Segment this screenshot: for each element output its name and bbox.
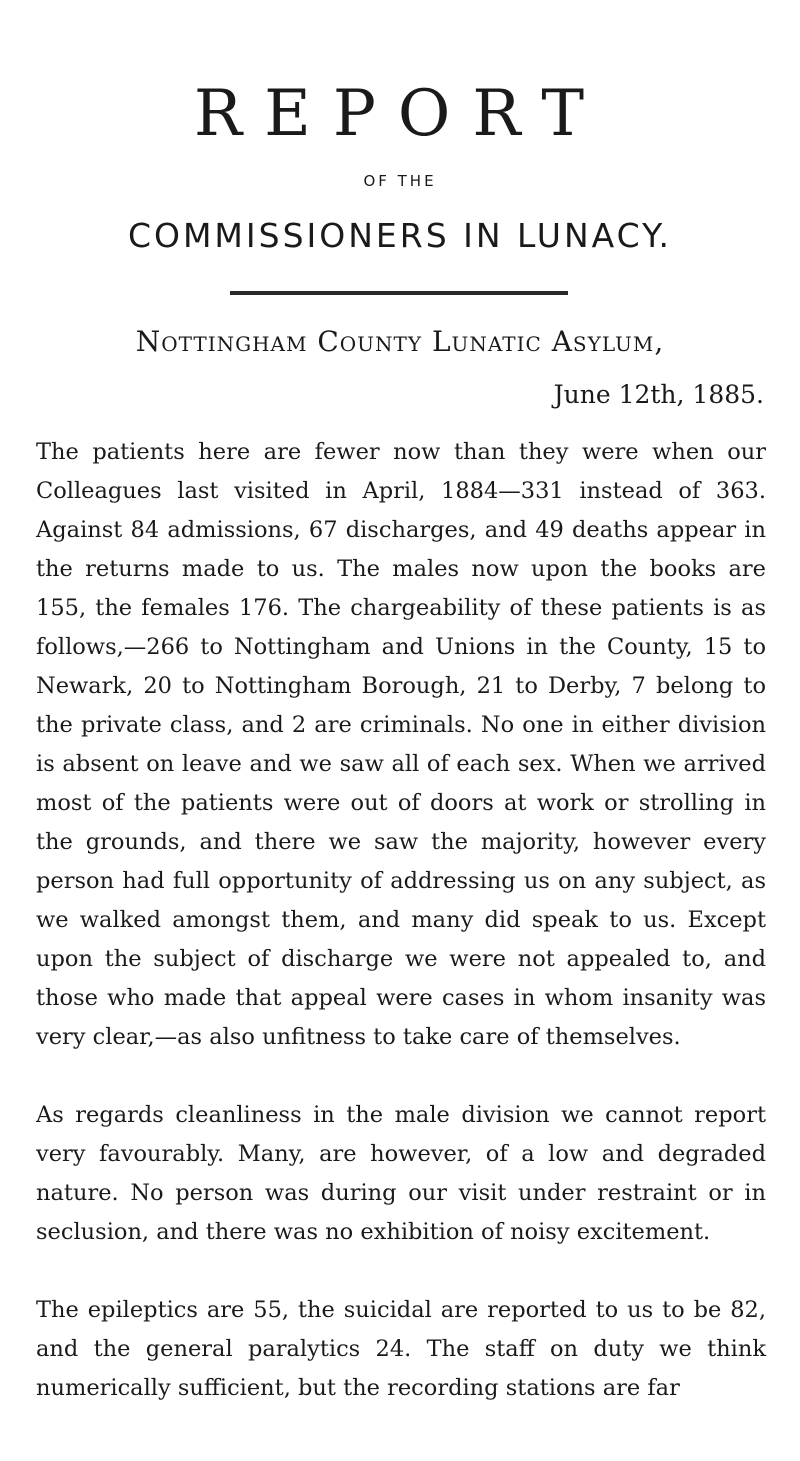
report-date: June 12th, 1885. bbox=[553, 380, 764, 409]
asylum-heading: Nottingham County Lunatic Asylum, bbox=[135, 325, 665, 358]
paragraph-3: The epileptics are 55, the suicidal are reported to us to be 82, and the general paralytics 24. The staff on duty we think numerically sufficient, but the recording stations are far bbox=[36, 1297, 766, 1401]
paragraph-1: The patients here are fewer now than they were when our Colleagues last visited in April, 1884—331 instead of 363. Against 84 admissions, 67 discharges, and 49 deaths appear in the returns made to us. The males now upon the books are 155, the females 176. The chargeability of these patients is as follows,—266 to Nottingham and Unions in the County, 15 to Newark, 20 to Nottingham Borough, 21 to Derby, 7 belong to the private class, and 2 are criminals. No one in either division is absent on leave and we saw all of each sex. When we arrived most of the patients were out of doors at work or strolling in the grounds, and there we saw the majority, however every person had full opportunity of addressing us on any subject, as we walked amongst them, and many did speak to us. Except upon the subject of discharge we were not appealed to, and those who made that appeal were cases in whom insanity was very clear,—as also unfitness to take care of themselves. bbox=[36, 439, 766, 1050]
report-title: REPORT bbox=[193, 77, 607, 151]
report-body bbox=[36, 433, 766, 1408]
subtitle-commissioners: COMMISSIONERS IN LUNACY. bbox=[127, 216, 673, 255]
divider-rule bbox=[230, 291, 568, 295]
subtitle-of-the: OF THE bbox=[363, 172, 437, 190]
paragraph-2: As regards cleanliness in the male division we cannot report very favourably. Many, are however, of a low and degraded nature. No person was during our visit under restraint or in seclusion, and there was no exhibition of noisy excitement. bbox=[36, 1102, 766, 1245]
